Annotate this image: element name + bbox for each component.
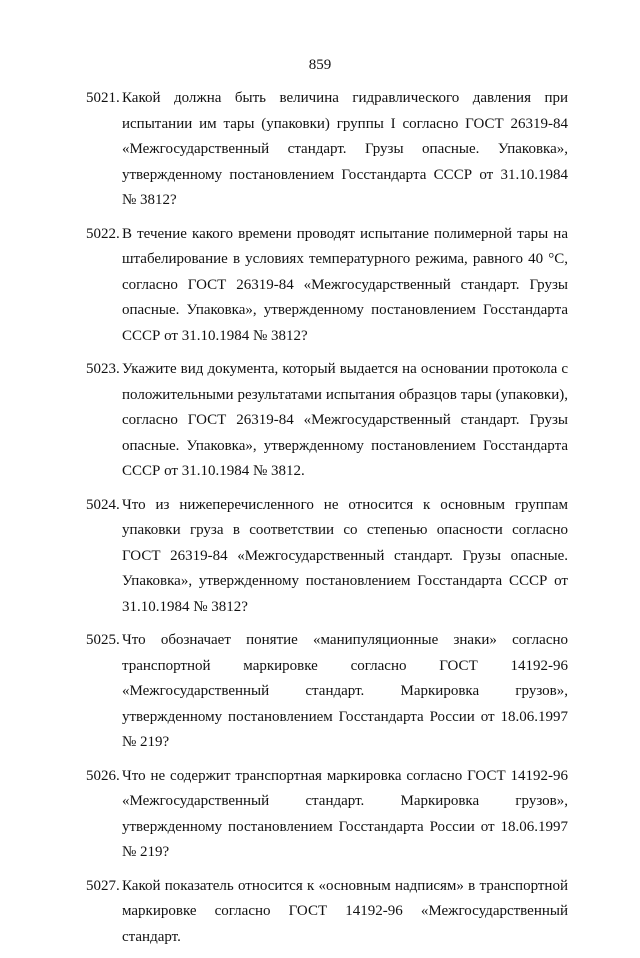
question-item — [86, 628, 568, 756]
question-number: 5023. — [86, 361, 120, 377]
page-number: 859 — [308, 57, 332, 73]
question-number: 5021. — [86, 90, 120, 106]
question-text: Что обозначает понятие «манипуляционные знаки» согласно транспортной маркировке согласно ГОСТ 14192-96 «Межгосударственный стандарт. Маркировка грузов», утвержденному постановлением Госстандарта России от 18.06.1997 № 219? — [122, 632, 568, 750]
question-number: 5026. — [86, 767, 120, 784]
question-text: Что из нижеперечисленного не относится к основным группам упаковки груза в соответствии со степенью опасности согласно ГОСТ 26319-84 «Межгосударственный стандарт. Грузы опасные. Упаковка», утвержденному постановлением Госстандарта СССР от 31.10.1984 № 3812? — [122, 496, 568, 615]
question-text: В течение какого времени проводят испытание полимерной тары на штабелирование в условиях температурного режима, равного 40 °С, согласно ГОСТ 26319-84 «Межгосударственный стандарт. Грузы опасные. Упаковка», утвержденному постановлением Госстандарта СССР от 31.10.1984 № 3812? — [122, 225, 568, 344]
question-text: Какой показатель относится к «основным надписям» в транспортной маркировке согласно ГОСТ 14192-96 «Межгосударственный стандарт. — [122, 877, 568, 945]
question-item — [86, 493, 568, 621]
question-number: 5025. — [86, 632, 120, 648]
question-item — [86, 874, 568, 951]
question-item — [86, 357, 568, 485]
question-list — [86, 86, 568, 958]
question-item — [86, 764, 568, 866]
question-number: 5022. — [86, 225, 120, 242]
question-text: Укажите вид документа, который выдается на основании протокола с положительными результатами испытания образцов тары (упаковки), согласно ГОСТ 26319-84 «Межгосударственный стандарт. Грузы опасные. Упаковка», утвержденному постановлением Госстандарта СССР от 31.10.1984 № 3812. — [122, 361, 568, 479]
question-item — [86, 222, 568, 350]
question-number: 5027. — [86, 877, 120, 894]
question-number: 5024. — [86, 496, 120, 513]
question-text: Какой должна быть величина гидравлического давления при испытании им тары (упаковки) группы I согласно ГОСТ 26319-84 «Межгосударственный стандарт. Грузы опасные. Упаковка», утвержденному постановлением Госстандарта СССР от 31.10.1984 № 3812? — [122, 90, 568, 208]
question-text: Что не содержит транспортная маркировка согласно ГОСТ 14192-96 «Межгосударственный стандарт. Маркировка грузов», утвержденному постановлением Госстандарта России от 18.06.1997 № 219? — [122, 767, 568, 860]
question-item — [86, 86, 568, 214]
